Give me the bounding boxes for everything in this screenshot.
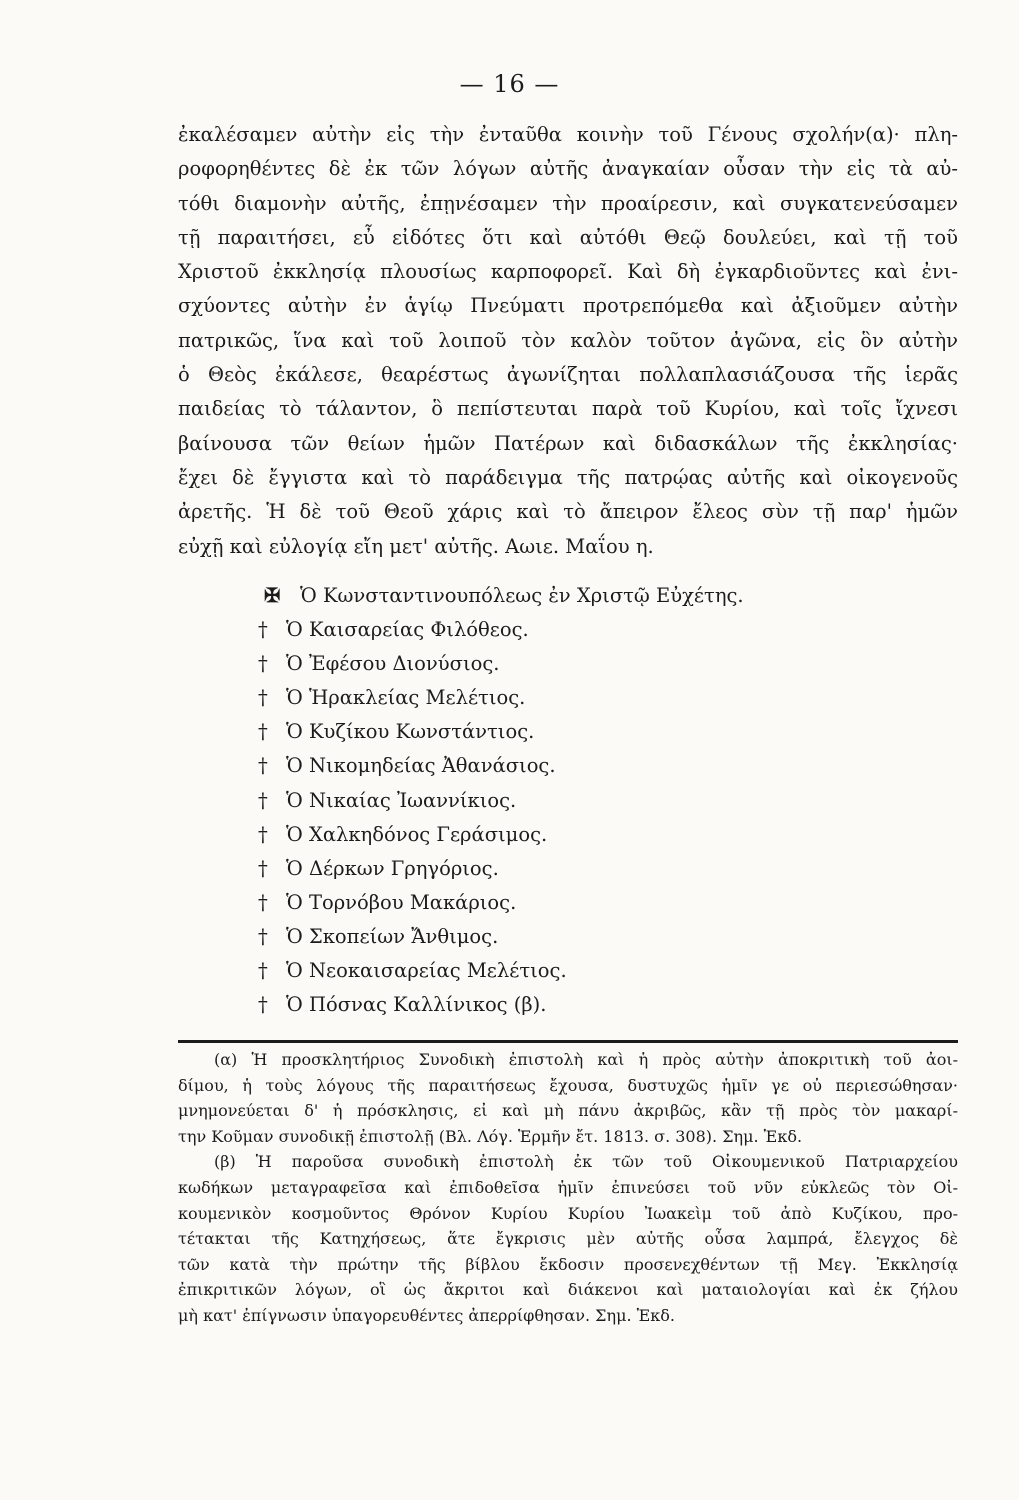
- signature-line: [258, 681, 818, 715]
- signature-line: [258, 613, 818, 647]
- text-line: ἀρετῆς. Ἡ δὲ τοῦ Θεοῦ χάρις καὶ τὸ ἄπειρον ἔλεος σὺν τῇ παρ' ἡμῶν: [178, 500, 958, 524]
- signature-name: Ὁ Ἡρακλείας Μελέτιος.: [286, 686, 526, 710]
- footnote-divider: [178, 1040, 958, 1043]
- text-line: σχύοντες αὐτὴν ἐν ἁγίῳ Πνεύματι προτρεπόμεθα καὶ ἀξιοῦμεν αὐτὴν: [178, 294, 958, 318]
- signature-line: [258, 647, 818, 681]
- signature-line: [258, 749, 818, 783]
- text-line: παιδείας τὸ τάλαντον, ὃ πεπίστευται παρὰ τοῦ Κυρίου, καὶ τοῖς ἴχνεσι: [178, 397, 958, 421]
- cross-icon: †: [258, 652, 268, 676]
- signature-line: [258, 886, 818, 920]
- text-line: ἐκαλέσαμεν αὐτὴν εἰς τὴν ἐνταῦθα κοινὴν τοῦ Γένους σχολήν(α)· πλη-: [178, 123, 958, 146]
- text-line: εὐχῇ καὶ εὐλογίᾳ εἴη μετ' αὐτῆς. Αωιε. Μαΐου η.: [178, 534, 654, 558]
- patriarchal-cross-icon: ✠: [264, 584, 281, 607]
- signature-name: Ὁ Χαλκηδόνος Γεράσιμος.: [286, 822, 548, 846]
- signature-line: [258, 954, 818, 988]
- signature-line: [258, 920, 818, 954]
- signature-line: [258, 784, 818, 818]
- signature-name: Ὁ Νεοκαισαρείας Μελέτιος.: [286, 959, 567, 983]
- signature-name: Ὁ Καισαρείας Φιλόθεος.: [286, 618, 529, 642]
- text-line: ὁ Θεὸς ἐκάλεσε, θεαρέστως ἀγωνίζηται πολλαπλασιάζουσα τῆς ἱερᾶς: [178, 363, 958, 387]
- signature-name: Ὁ Νικαίας Ἰωαννίκιος.: [286, 788, 517, 812]
- cross-icon: †: [258, 924, 268, 948]
- cross-icon: †: [258, 788, 268, 812]
- signature-name: Ὁ Πόσνας Καλλίνικος (β).: [286, 993, 547, 1017]
- signature-line: [258, 579, 818, 613]
- page-number: — 16 —: [459, 70, 560, 98]
- signature-name: Ὁ Δέρκων Γρηγόριος.: [286, 856, 499, 880]
- text-line: βαίνουσα τῶν θείων ἡμῶν Πατέρων καὶ διδασκάλων τῆς ἐκκλησίας·: [178, 431, 958, 455]
- footnote-line: την Κοῦμαν συνοδικῇ ἐπιστολῇ (Βλ. Λόγ. Ἑρμῆν ἔτ. 1813. σ. 308). Σημ. Ἐκδ.: [178, 1126, 803, 1146]
- cross-icon: †: [258, 890, 268, 914]
- signature-line: [258, 988, 818, 1022]
- text-line: ροφορηθέντες δὲ ἐκ τῶν λόγων αὐτῆς ἀναγκαίαν οὖσαν τὴν εἰς τὰ αὐ-: [178, 157, 958, 181]
- signature-name: Ὁ Νικομηδείας Ἀθανάσιος.: [286, 754, 556, 778]
- cross-icon: †: [258, 720, 268, 744]
- cross-icon: †: [258, 618, 268, 642]
- cross-icon: †: [258, 993, 268, 1017]
- signature-line: [258, 715, 818, 749]
- footnotes: [178, 1047, 958, 1329]
- text-line: τόθι διαμονὴν αὐτῆς, ἐπῃνέσαμεν τὴν προαίρεσιν, καὶ συγκατενεύσαμεν: [178, 191, 958, 215]
- footnote-line: ἐπικριτικῶν λόγων, οἳ ὡς ἄκριτοι καὶ διάκενοι καὶ ματαιολογίαι καὶ ἐκ ζήλου: [178, 1280, 958, 1300]
- main-text: [178, 118, 958, 564]
- footnote-line: μνημονεύεται δ' ἡ πρόσκλησις, εἰ καὶ μὴ πάνυ ἀκριβῶς, κἂν τῇ πρὸς τὸν μακαρί-: [178, 1101, 958, 1121]
- signature-line: [258, 852, 818, 886]
- signature-line: [258, 818, 818, 852]
- text-line: πατρικῶς, ἵνα καὶ τοῦ λοιποῦ τὸν καλὸν τοῦτον ἀγῶνα, εἰς ὃν αὐτὴν: [178, 328, 958, 352]
- signature-name: Ὁ Τορνόβου Μακάριος.: [286, 890, 517, 914]
- signature-list: [258, 579, 818, 1022]
- cross-icon: †: [258, 686, 268, 710]
- footnote-line: κουμενικὸν κοσμοῦντος Θρόνον Κυρίου Κυρίου Ἰωακεὶμ τοῦ ἀπὸ Κυζίκου, προ-: [178, 1203, 958, 1223]
- signature-name: Ὁ Κυζίκου Κωνστάντιος.: [286, 720, 535, 744]
- text-line: Χριστοῦ ἐκκλησίᾳ πλουσίως καρποφορεῖ. Καὶ δὴ ἐγκαρδιοῦντες καὶ ἐνι-: [178, 260, 958, 284]
- cross-icon: †: [258, 856, 268, 880]
- text-line: ἔχει δὲ ἔγγιστα καὶ τὸ παράδειγμα τῆς πατρῴας αὐτῆς καὶ οἰκογενοῦς: [178, 465, 958, 489]
- signature-name: Ὁ Κωνσταντινουπόλεως ἐν Χριστῷ Εὐχέτης.: [300, 584, 744, 607]
- cross-icon: †: [258, 822, 268, 846]
- cross-icon: †: [258, 959, 268, 983]
- signature-name: Ὁ Ἐφέσου Διονύσιος.: [286, 652, 500, 676]
- footnote-line: μὴ κατ' ἐπίγνωσιν ὑπαγορευθέντες ἀπερρίφθησαν. Σημ. Ἐκδ.: [178, 1305, 676, 1325]
- footnote-line: (α) Ἡ προσκλητήριος Συνοδικὴ ἐπιστολὴ καὶ ἡ πρὸς αὐτὴν ἀποκριτικὴ τοῦ ἀοι-: [214, 1050, 958, 1069]
- footnote-line: κωδήκων μεταγραφεῖσα καὶ ἐπιδοθεῖσα ἡμῖν ἐπινεύσει τοῦ νῦν εὐκλεῶς τὸν Οἰ-: [178, 1177, 958, 1197]
- footnote-line: τῶν κατὰ τὴν πρώτην τῆς βίβλου ἔκδοσιν προσενεχθέντων τῇ Μεγ. Ἐκκλησίᾳ: [178, 1254, 958, 1274]
- footnote-line: δίμου, ἡ τοὺς λόγους τῆς παραιτήσεως ἔχουσα, δυστυχῶς ἡμῖν γε οὐ περιεσώθησαν·: [178, 1075, 958, 1095]
- footnote-line: τέτακται τῆς Κατηχήσεως, ἅτε ἔγκρισις μὲν αὐτῆς οὖσα λαμπρά, ἔλεγχος δὲ: [178, 1229, 958, 1249]
- text-line: τῇ παραιτήσει, εὖ εἰδότες ὅτι καὶ αὐτόθι Θεῷ δουλεύει, καὶ τῇ τοῦ: [178, 225, 958, 249]
- signature-name: Ὁ Σκοπείων Ἄνθιμος.: [286, 924, 499, 948]
- footnote-line: (β) Ἡ παροῦσα συνοδικὴ ἐπιστολὴ ἐκ τῶν τοῦ Οἰκουμενικοῦ Πατριαρχείου: [214, 1152, 958, 1172]
- cross-icon: †: [258, 754, 268, 778]
